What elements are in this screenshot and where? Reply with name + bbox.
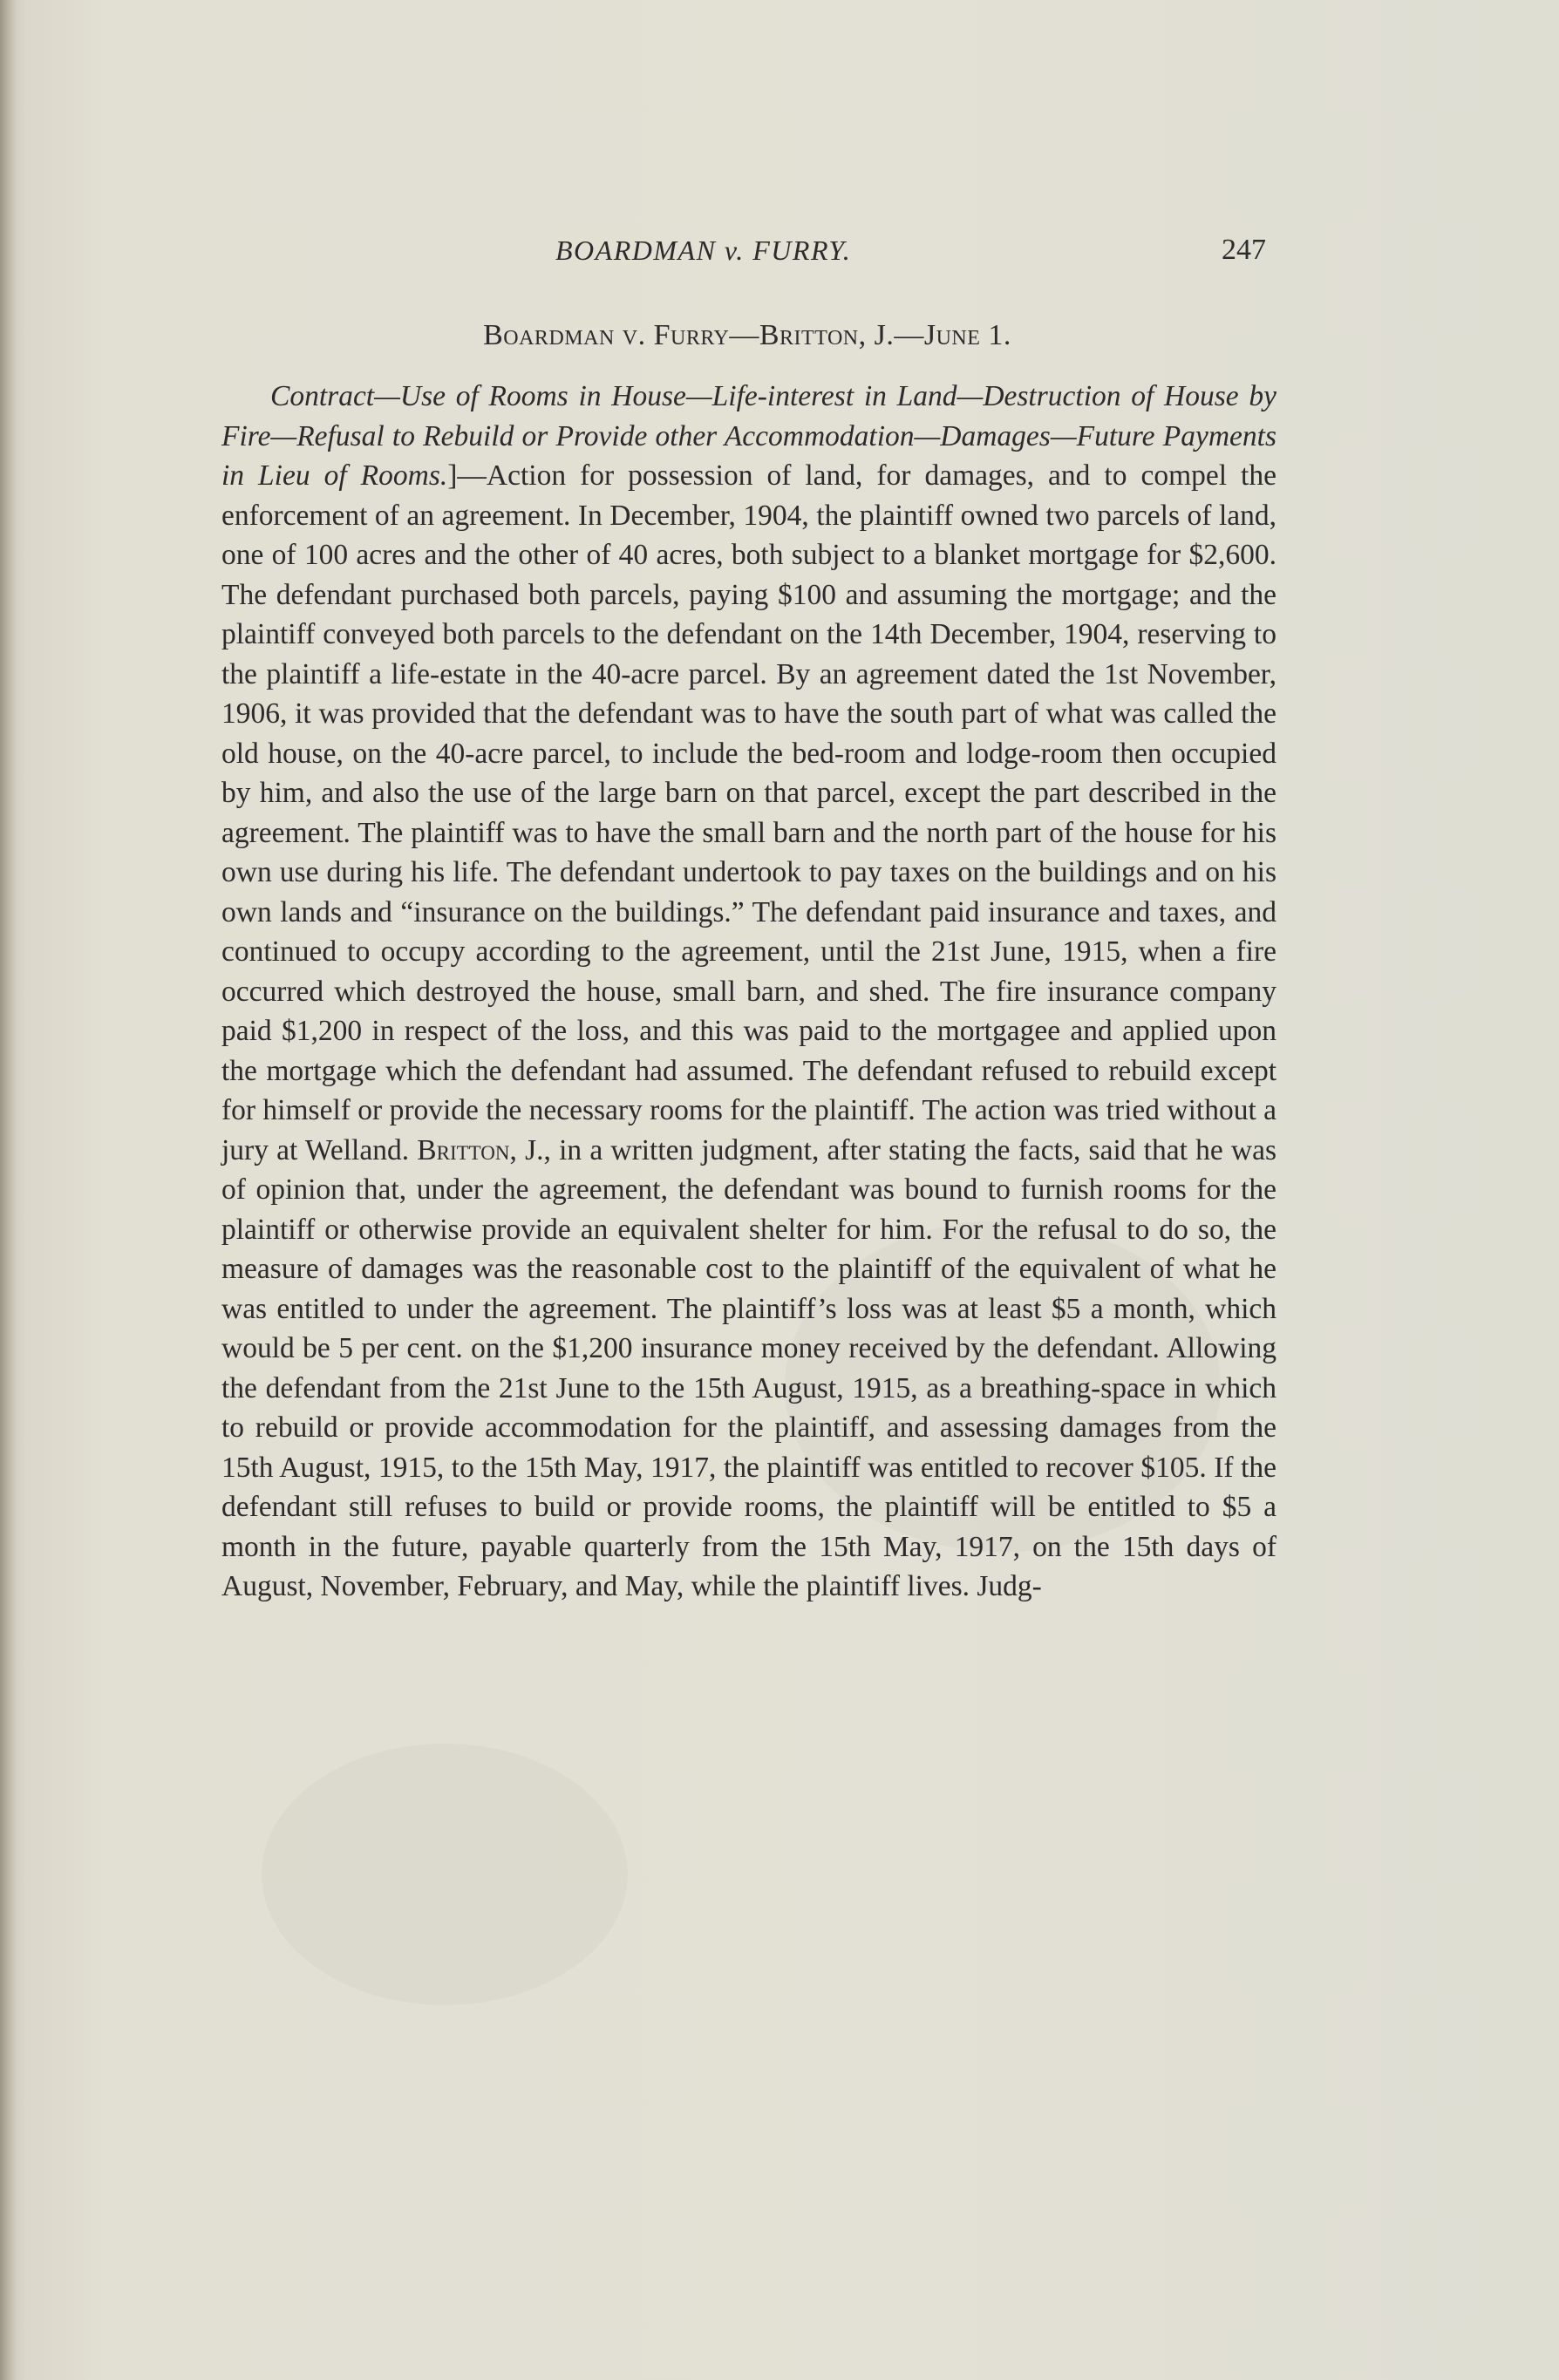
case-heading: Boardman v. Furry—Britton, J.—June 1. [483,319,1011,351]
paper-stain [262,1744,628,2005]
judge-name: Britton [417,1133,510,1166]
running-head [228,228,1266,272]
catchwords: Contract—Use of Rooms in House—Life-interest in Land—Destruction of House by Fire—Refusal to Rebuild or Provide other Accommodation—Damages—Future Payments in Lieu of Rooms. [221,380,1276,492]
summary-text-part2: , J., in a written judgment, after stating the facts, said that he was of opinion that, under the agreement, the defendant was bound to furnish rooms for the plaintiff or otherwise provide an equivalent shelter for him. For the refusal to do so, the measure of damages was the reasonable cost to the plaintiff of the equivalent of what he was entitled to under the agreement. The plaintiff’s loss was at least $5 a month, which would be 5 per cent. on the $1,200 insurance money received by the defendant. Allowing the defendant from the 21st June to the 15th August, 1915, as a breathing-space in which to rebuild or provide accommodation for the plaintiff, and assessing damages from the 15th August, 1915, to the 15th May, 1917, the plaintiff was entitled to recover $105. If the defendant still refuses to build or provide rooms, the plaintiff will be entitled to $5 a month in the future, payable quarterly from the 15th May, 1917, on the 15th days of August, November, February, and May, while the plaintiff lives. Judg- [221,1133,1277,1602]
page-number: 247 [1222,234,1266,266]
case-summary [221,377,1276,1607]
summary-text-part1: ]—Action for possession of land, for damages, and to compel the enforcement of an agreement. In December, 1904, the plaintiff owned two parcels of land, one of 100 acres and the other of 40 acres, both subject to a blanket mortgage for $2,600. The defendant purchased both parcels, paying $100 and assuming the mortgage; and the plaintiff conveyed both parcels to the defendant on the 14th December, 1904, reserving to the plaintiff a life-estate in the 40-acre parcel. By an agreement dated the 1st November, 1906, it was provided that the defendant was to have the south part of what was called the old house, on the 40-acre parcel, to include the bed-room and lodge-room then occupied by him, and also the use of the large barn on that parcel, except the part described in the agreement. The plaintiff was to have the small barn and the north part of the house for his own use during his life. The defendant undertook to pay taxes on the buildings and on his own lands and “insurance on the buildings.” The defendant paid insurance and taxes, and continued to occupy according to the agreement, until the 21st June, 1915, when a fire occurred which destroyed the house, small barn, and shed. The fire insurance company paid $1,200 in respect of the loss, and this was paid to the mortgagee and applied upon the mortgage which the defendant had assumed. The defendant refused to rebuild except for himself or provide the necessary rooms for the plaintiff. The action was tried without a jury at Welland. [221,459,1277,1166]
running-head-title: BOARDMAN v. FURRY. [555,235,852,266]
binding-shadow [0,0,16,2380]
